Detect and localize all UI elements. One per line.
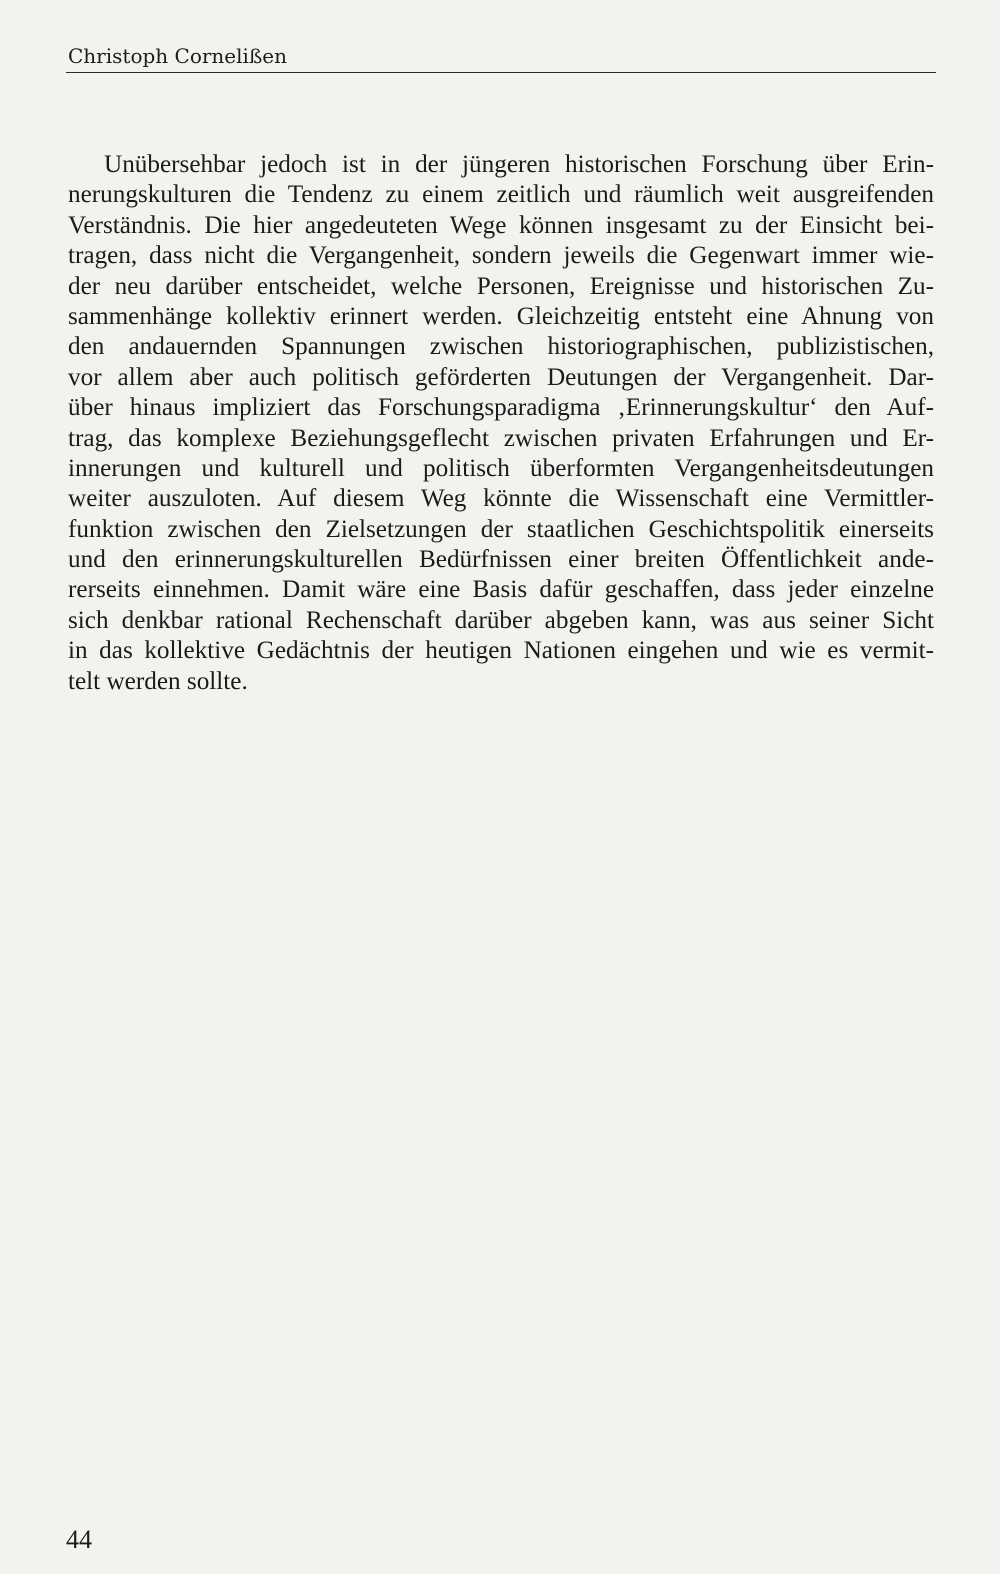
running-header [66, 40, 936, 73]
text-line: und den erinnerungskulturellen Bedürfnissen einer breiten Öffentlichkeit ande- [68, 546, 934, 574]
text-line: tragen, dass nicht die Vergangenheit, sondern jeweils die Gegenwart immer wie- [68, 242, 934, 270]
page-number: 44 [66, 1525, 92, 1554]
text-line: in das kollektive Gedächtnis der heutigen Nationen eingehen und wie es vermit- [68, 637, 934, 665]
text-line: sammenhänge kollektiv erinnert werden. Gleichzeitig entsteht eine Ahnung von [68, 302, 934, 330]
text-line: den andauernden Spannungen zwischen historiographischen, publizistischen, [68, 333, 934, 361]
text-line: telt werden sollte. [68, 667, 248, 695]
running-header-author: Christoph Cornelißen [68, 44, 288, 68]
text-line: der neu darüber entscheidet, welche Personen, Ereignisse und historischen Zu- [68, 272, 934, 300]
text-line: funktion zwischen den Zielsetzungen der staatlichen Geschichtspolitik einerseits [68, 515, 934, 543]
text-line: vor allem aber auch politisch geförderten Deutungen der Vergangenheit. Dar- [68, 363, 934, 391]
body-paragraph [68, 150, 934, 697]
text-line: innerungen und kulturell und politisch überformten Vergangenheitsdeutungen [68, 454, 934, 482]
text-line: sich denkbar rational Rechenschaft darüber abgeben kann, was aus seiner Sicht [68, 606, 934, 634]
text-line: nerungskulturen die Tendenz zu einem zeitlich und räumlich weit ausgreifenden [68, 181, 934, 209]
text-line: Unübersehbar jedoch ist in der jüngeren historischen Forschung über Erin- [104, 151, 934, 178]
text-line: über hinaus impliziert das Forschungsparadigma ‚Erinnerungskultur‘ den Auf- [68, 394, 934, 422]
text-line: weiter auszuloten. Auf diesem Weg könnte die Wissenschaft eine Vermittler- [68, 485, 934, 513]
text-line: rerseits einnehmen. Damit wäre eine Basis dafür geschaffen, dass jeder einzelne [68, 576, 934, 604]
text-line: Verständnis. Die hier angedeuteten Wege können insgesamt zu der Einsicht bei- [68, 211, 934, 239]
text-line: trag, das komplexe Beziehungsgeflecht zwischen privaten Erfahrungen und Er- [68, 424, 934, 452]
